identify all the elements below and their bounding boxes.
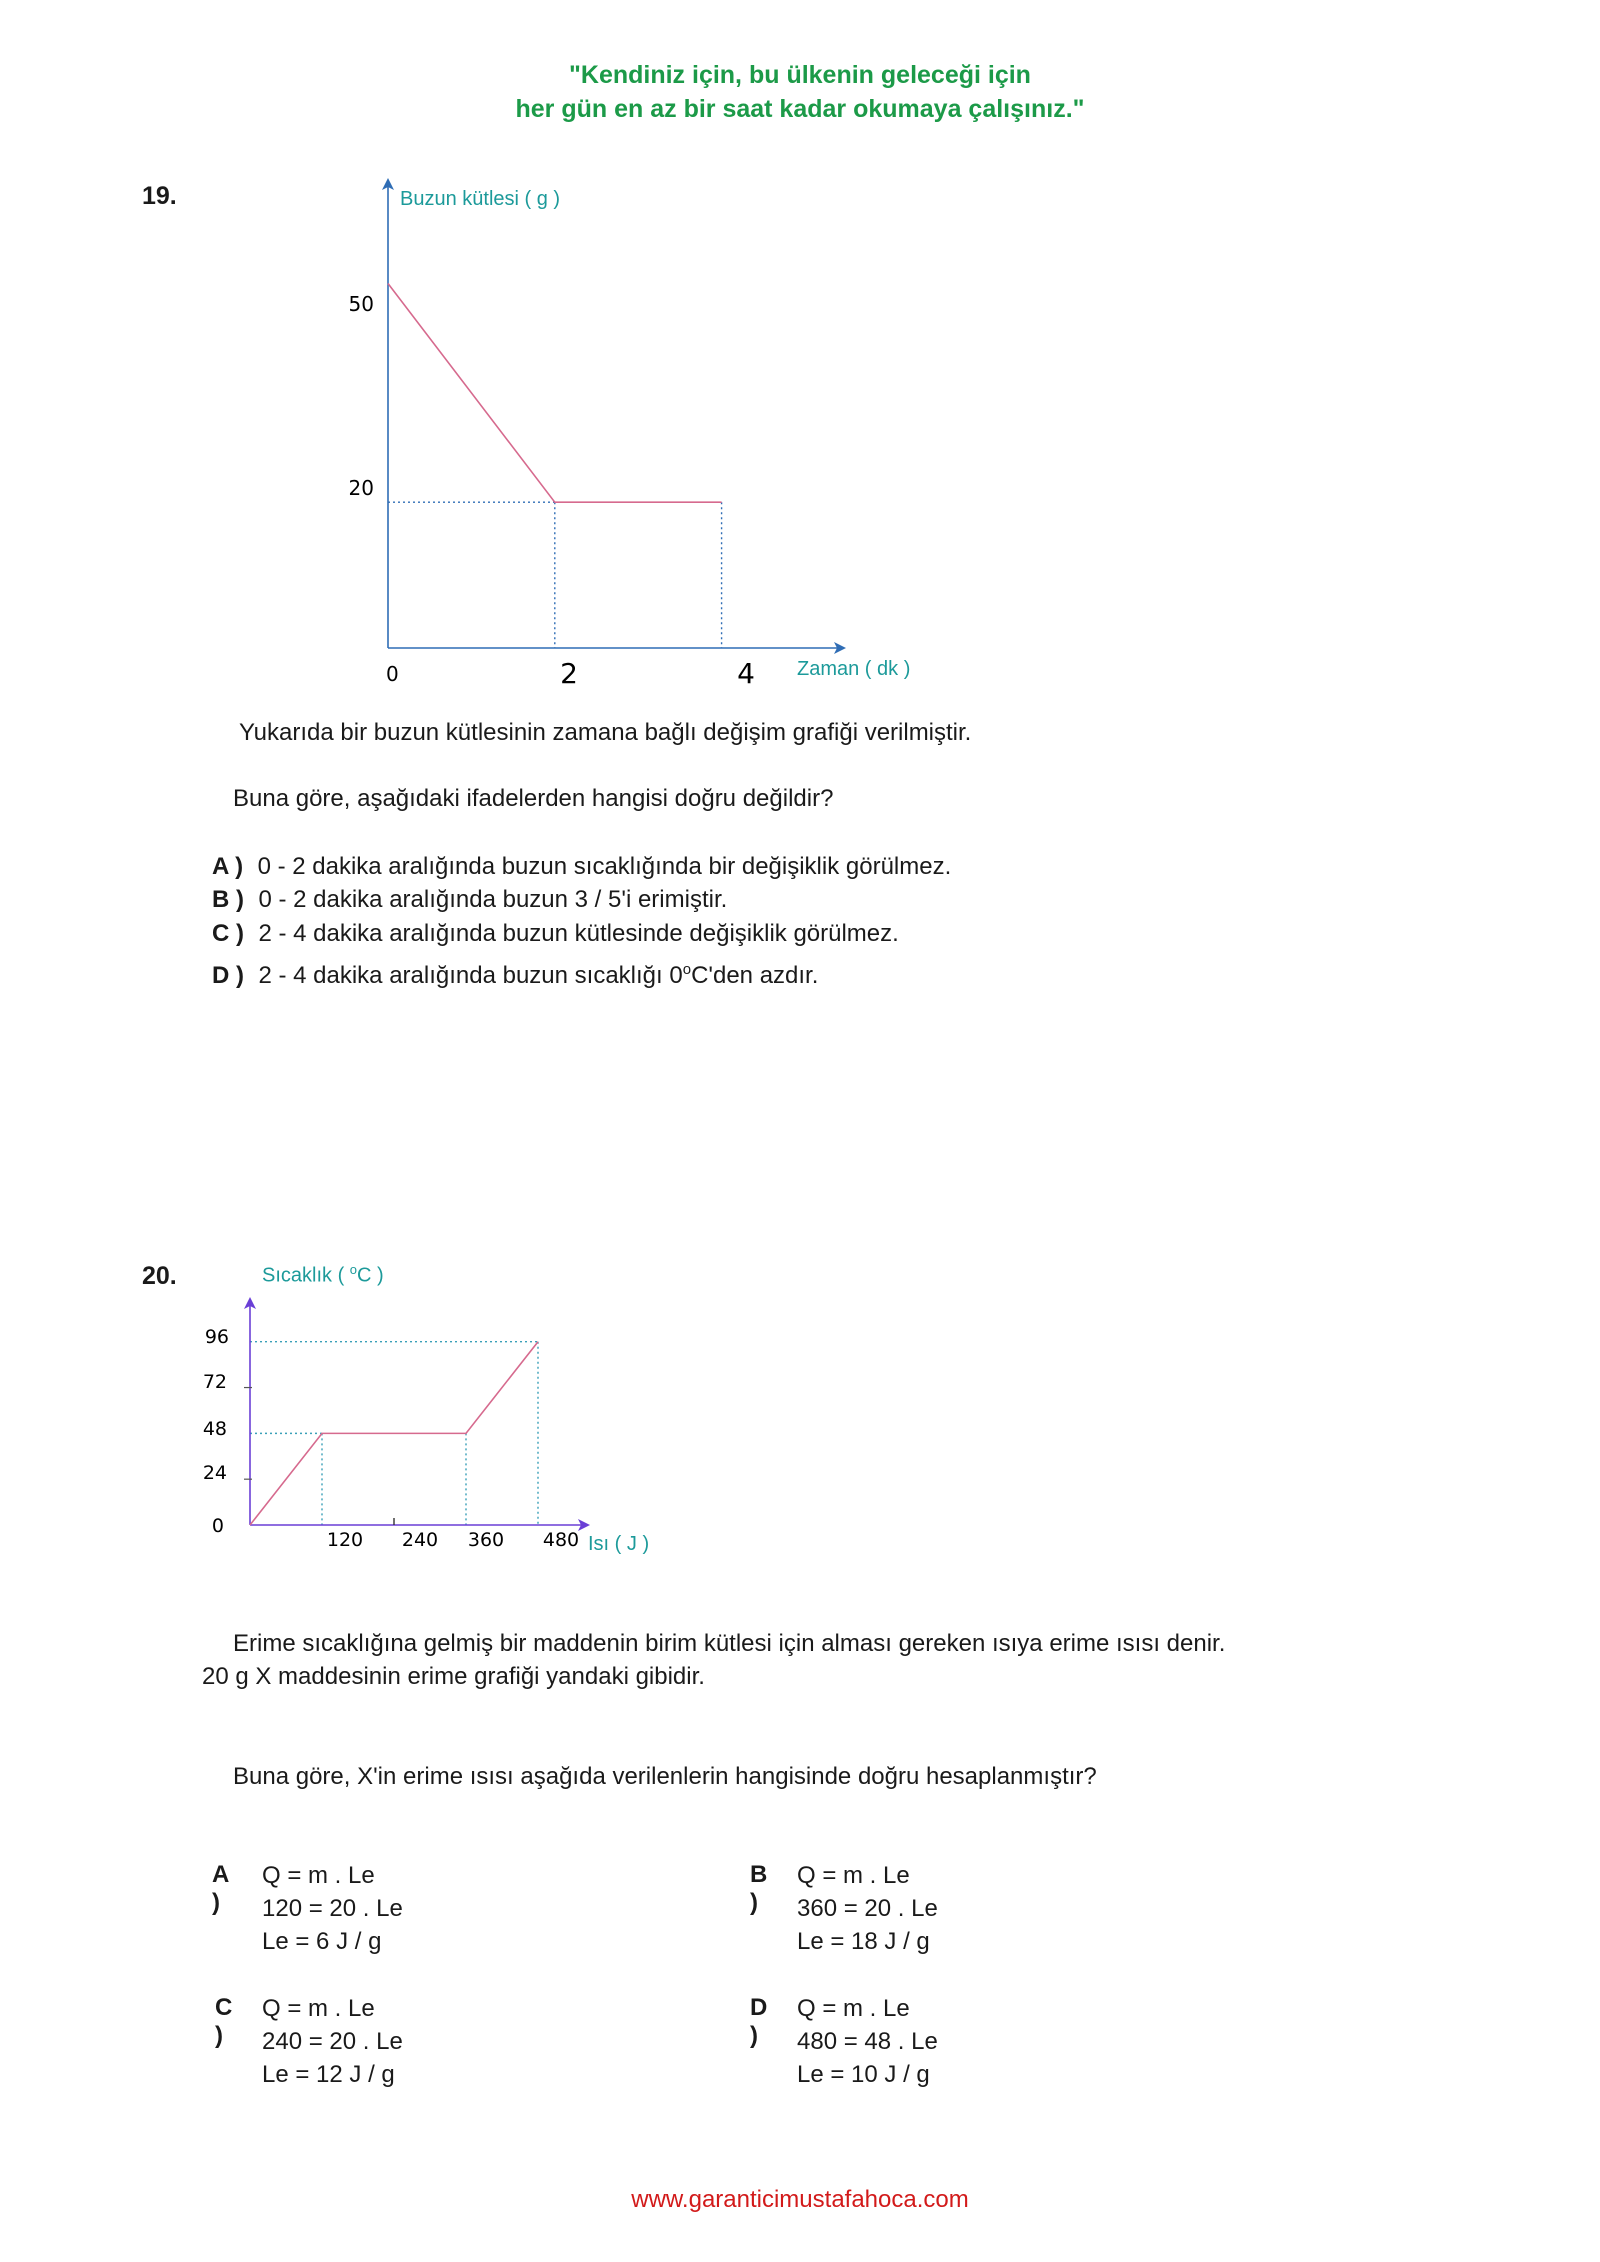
q19-option-d-letter: D ) <box>212 962 244 989</box>
q19-option-d-text-2: C'den azdır. <box>691 962 819 989</box>
q20-option-d-line-2: 480 = 48 . Le <box>797 2028 938 2055</box>
q20-option-a-line-3: Le = 6 J / g <box>262 1928 382 1955</box>
q20-option-d-line-1: Q = m . Le <box>797 1995 910 2022</box>
q20-option-a-letter: A ) <box>212 1861 229 1916</box>
q20-option-a-line-2: 120 = 20 . Le <box>262 1895 403 1922</box>
q19-x-tick-4: 4 <box>737 657 755 690</box>
q19-option-d-text-1: 2 - 4 dakika aralığında buzun sıcaklığı 0 <box>258 962 683 989</box>
q19-y-axis-label: Buzun kütlesi ( g ) <box>400 188 561 210</box>
q19-option-b <box>212 883 727 916</box>
q20-y-axis-degree: o <box>349 1262 358 1277</box>
q19-option-c-text: 2 - 4 dakika aralığında buzun kütlesinde değişiklik görülmez. <box>258 920 899 947</box>
q20-intro-line-1: Erime sıcaklığına gelmiş bir maddenin birim kütlesi için alması gereken ısıya erime ısısı denir. <box>233 1630 1226 1657</box>
q19-option-c-letter: C ) <box>212 920 244 947</box>
q20-option-d-letter: D ) <box>750 1994 768 2049</box>
q19-option-a-letter: A ) <box>212 853 244 880</box>
q19-y-tick-50: 50 <box>348 292 374 316</box>
q20-option-c-line-3: Le = 12 J / g <box>262 2061 395 2088</box>
q19-x-axis-label: Zaman ( dk ) <box>797 658 911 680</box>
q19-question: Buna göre, aşağıdaki ifadelerden hangisi doğru değildir? <box>233 785 834 812</box>
q19-option-b-text: 0 - 2 dakika aralığında buzun 3 / 5'i erimiştir. <box>258 886 728 913</box>
q20-y-tick-48: 48 <box>202 1418 227 1440</box>
q19-y-tick-20: 20 <box>348 476 374 500</box>
q19-option-b-letter: B ) <box>212 886 244 913</box>
question-19-number: 19. <box>142 182 177 210</box>
q20-option-a-line-1: Q = m . Le <box>262 1862 375 1889</box>
q20-x-tick-240: 240 <box>401 1529 439 1551</box>
q20-x-tick-360: 360 <box>467 1529 505 1551</box>
q19-option-d <box>212 953 818 992</box>
q20-x-tick-120: 120 <box>326 1529 364 1551</box>
q19-option-a <box>212 850 951 883</box>
q19-chart <box>0 0 1600 720</box>
motto-line-1: "Kendiniz için, bu ülkenin geleceği için <box>569 61 1031 89</box>
q20-option-b-line-1: Q = m . Le <box>797 1862 910 1889</box>
footer-url[interactable]: www.garanticimustafahoca.com <box>631 2186 969 2213</box>
q20-option-c-letter: C ) <box>215 1994 233 2049</box>
q20-option-c-line-2: 240 = 20 . Le <box>262 2028 403 2055</box>
motto-line-2: her gün en az bir saat kadar okumaya çalışınız." <box>515 95 1085 123</box>
q19-option-c <box>212 917 899 950</box>
q20-series-line <box>250 1342 538 1525</box>
q19-x-tick-2: 2 <box>560 657 578 690</box>
question-20-number: 20. <box>142 1262 177 1290</box>
q20-intro-line-2: 20 g X maddesinin erime grafiği yandaki gibidir. <box>202 1663 705 1690</box>
q20-y-tick-72: 72 <box>202 1371 227 1393</box>
q20-x-axis-label: Isı ( J ) <box>588 1533 650 1555</box>
q20-x-tick-480: 480 <box>542 1529 580 1551</box>
q20-y-tick-96: 96 <box>204 1326 229 1348</box>
q19-x-tick-0: 0 <box>386 662 399 686</box>
q20-y-tick-0: 0 <box>211 1515 224 1537</box>
q19-option-d-degree: o <box>682 961 692 978</box>
q20-option-d-line-3: Le = 10 J / g <box>797 2061 930 2088</box>
q19-intro: Yukarıda bir buzun kütlesinin zamana bağlı değişim grafiği verilmiştir. <box>239 719 972 746</box>
q20-y-axis-label-2: C ) <box>357 1264 384 1287</box>
q20-y-tick-24: 24 <box>202 1462 227 1484</box>
q20-option-b-line-2: 360 = 20 . Le <box>797 1895 938 1922</box>
q20-option-c-line-1: Q = m . Le <box>262 1995 375 2022</box>
q20-option-b-letter: B ) <box>750 1861 768 1916</box>
q19-option-a-text: 0 - 2 dakika aralığında buzun sıcaklığında bir değişiklik görülmez. <box>257 853 952 880</box>
q20-y-axis-label-1: Sıcaklık ( <box>262 1264 350 1287</box>
q20-question: Buna göre, X'in erime ısısı aşağıda verilenlerin hangisinde doğru hesaplanmıştır? <box>233 1763 1097 1790</box>
q20-option-b-line-3: Le = 18 J / g <box>797 1928 930 1955</box>
q20-chart <box>0 1280 1600 1580</box>
q19-series-line <box>388 283 722 502</box>
